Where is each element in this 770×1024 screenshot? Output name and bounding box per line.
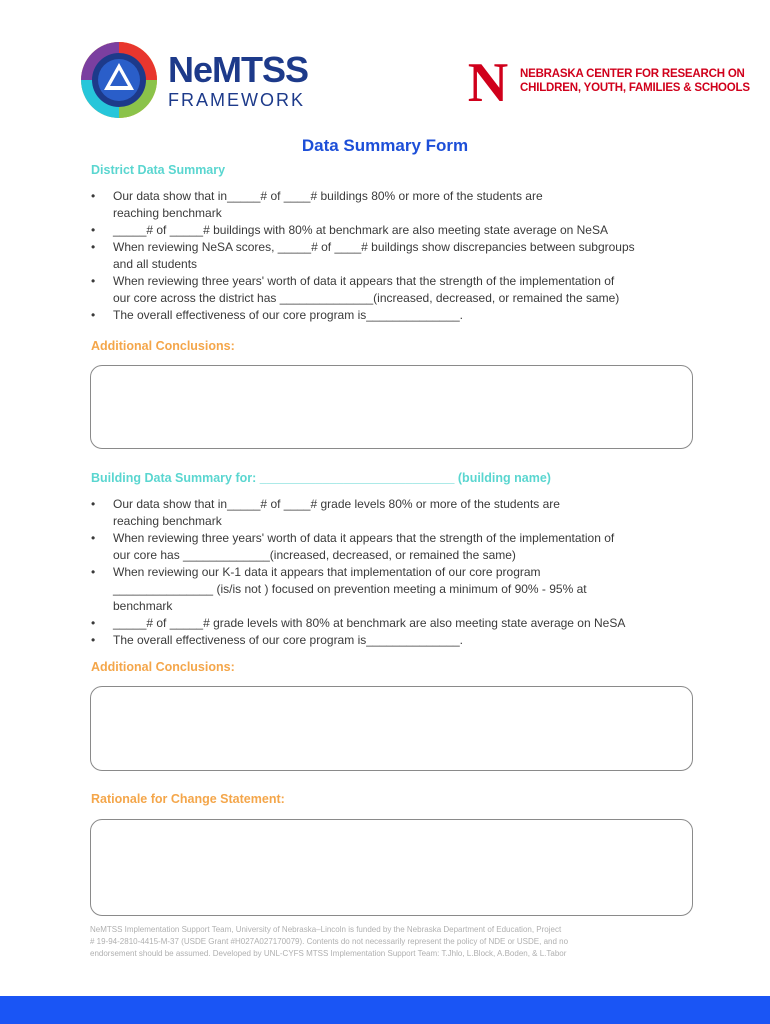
logo-subtitle: FRAMEWORK — [168, 90, 305, 110]
bullet-icon: • — [91, 308, 96, 322]
list-item: • When reviewing our K-1 data it appears that implementation of our core program _______________ (is/is not ) focused on prevention meeting a minimum of 90% - 95% at benchmark — [91, 565, 587, 613]
footer-credits — [90, 924, 670, 960]
bullet-icon: • — [91, 633, 96, 647]
center-line-1: NEBRASKA CENTER FOR RESEARCH ON — [520, 68, 745, 80]
list-item: • Our data show that in_____# of ____# buildings 80% or more of the students are reaching benchmark — [91, 189, 543, 220]
logo-title: NeMTSS — [168, 49, 309, 90]
nemtss-logo-icon — [80, 41, 158, 119]
building-heading: Building Data Summary for: ____________________________ (building name) — [91, 471, 551, 485]
list-item: • Our data show that in_____# of ____# grade levels 80% or more of the students are reaching benchmark — [91, 497, 560, 528]
additional-conclusions-heading-2: Additional Conclusions: — [91, 660, 235, 674]
footer-line-3: endorsement should be assumed. Developed by UNL-CYFS MTSS Implementation Support Team: T.Jhlo, L.Block, A.Boden, & L.Tabor — [90, 949, 567, 958]
bullet-icon: • — [91, 274, 96, 288]
bullet-icon: • — [91, 497, 96, 511]
bullet-icon: • — [91, 531, 96, 545]
form-title: Data Summary Form — [301, 136, 469, 155]
list-item: • _____# of _____# grade levels with 80% at benchmark are also meeting state average on NeSA — [91, 616, 626, 630]
rationale-heading: Rationale for Change Statement: — [91, 792, 285, 806]
center-line-2: CHILDREN, YOUTH, FAMILIES & SCHOOLS — [520, 82, 750, 94]
footer-line-2: # 19-94-2810-4415-M-37 (USDE Grant #H027A027170079). Contents do not necessarily represent the policy of NDE or USDE, and no — [90, 937, 569, 946]
additional-conclusions-box-2[interactable] — [90, 686, 693, 771]
bullet-icon: • — [91, 223, 96, 237]
bullet-icon: • — [91, 565, 96, 579]
nebraska-center-name — [520, 67, 750, 95]
list-item: • The overall effectiveness of our core program is______________. — [91, 633, 463, 647]
district-bullet-list — [91, 188, 691, 324]
list-item: • When reviewing three years' worth of data it appears that the strength of the implementation of our core across the district has ______________(increased, decreased, or remained the same) — [91, 274, 620, 305]
bullet-icon: • — [91, 616, 96, 630]
bottom-bar — [0, 996, 770, 1024]
list-item: • The overall effectiveness of our core program is______________. — [91, 308, 463, 322]
footer-line-1: NeMTSS Implementation Support Team, University of Nebraska–Lincoln is funded by the Nebraska Department of Education, Project — [90, 925, 562, 934]
list-item: • When reviewing three years' worth of data it appears that the strength of the implementation of our core has _____________(increased, decreased, or remained the same) — [91, 531, 615, 562]
list-item: • When reviewing NeSA scores, _____# of ____# buildings show discrepancies between subgroups and all students — [91, 240, 635, 271]
additional-conclusions-heading-1: Additional Conclusions: — [91, 339, 235, 353]
district-heading: District Data Summary — [91, 163, 226, 177]
nebraska-n-logo-icon — [462, 56, 514, 104]
additional-conclusions-box-1[interactable] — [90, 365, 693, 449]
list-item: • _____# of _____# buildings with 80% at benchmark are also meeting state average on NeSA — [91, 223, 608, 237]
bullet-icon: • — [91, 189, 96, 203]
rationale-box[interactable] — [90, 819, 693, 916]
bullet-icon: • — [91, 240, 96, 254]
nebraska-n-letter: N — [467, 56, 509, 104]
building-bullet-list — [91, 496, 691, 649]
